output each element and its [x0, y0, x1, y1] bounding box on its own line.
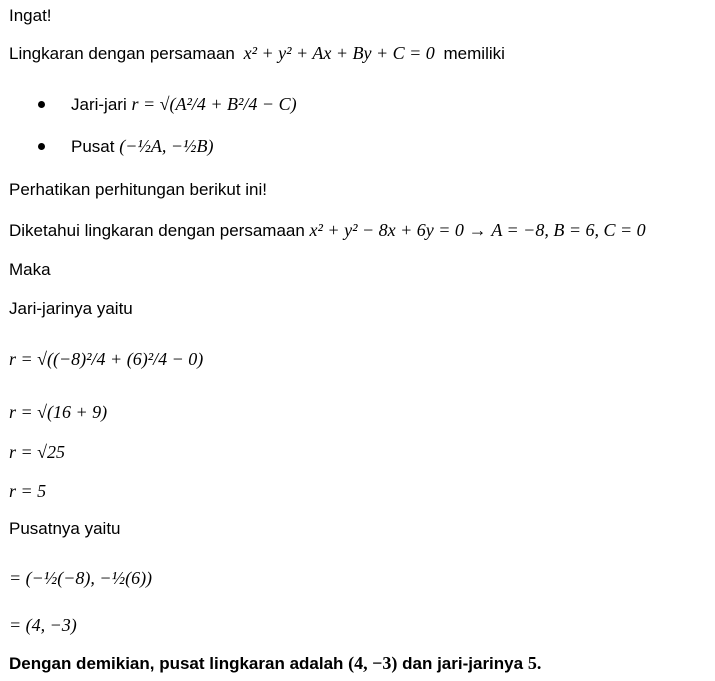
radius-step-3: r = √25: [9, 442, 66, 462]
center-step-1: = (−½(−8), −½(6)): [9, 568, 153, 588]
conclusion-line: [9, 652, 541, 675]
radius-formula: r = √(A²/4 + B²/4 − C): [131, 94, 297, 114]
pusat-heading: Pusatnya yaitu: [9, 519, 121, 538]
radius-step-4: r = 5: [9, 481, 47, 501]
perhatikan-text: Perhatikan perhitungan berikut ini!: [9, 180, 267, 199]
conclusion-center: (4, −3): [348, 653, 398, 673]
diketahui-line: [9, 219, 646, 242]
diketahui-text: Diketahui lingkaran dengan persamaan: [9, 221, 305, 240]
radius-step-2: r = √(16 + 9): [9, 402, 108, 422]
conclusion-text-before: Dengan demikian, pusat lingkaran adalah: [9, 654, 344, 673]
intro-suffix: memiliki: [443, 44, 505, 63]
radius-label: Jari-jari: [71, 95, 127, 114]
intro-text: Lingkaran dengan persamaan: [9, 44, 235, 63]
radius-formula-line: [71, 90, 297, 119]
arrow: →: [468, 220, 487, 240]
bullet-dot: [38, 101, 45, 108]
jari-heading: Jari-jarinya yaitu: [9, 299, 133, 318]
center-formula: (−½A, −½B): [119, 136, 214, 156]
given-equation: x² + y² − 8x + 6y = 0: [309, 220, 464, 240]
center-step-2: = (4, −3): [9, 615, 77, 635]
conclusion-radius: 5.: [527, 653, 542, 673]
intro-line: [9, 42, 505, 65]
maka-text: Maka: [9, 260, 51, 279]
ingat-heading: Ingat!: [9, 6, 52, 25]
center-formula-line: [71, 132, 214, 161]
coefficient-values: A = −8, B = 6, C = 0: [491, 220, 646, 240]
center-label: Pusat: [71, 137, 115, 156]
general-equation: x² + y² + Ax + By + C = 0: [243, 43, 435, 63]
radius-step-1: r = √((−8)²/4 + (6)²/4 − 0): [9, 349, 204, 369]
conclusion-text-middle: dan jari-jarinya: [402, 654, 524, 673]
bullet-dot: [38, 143, 45, 150]
